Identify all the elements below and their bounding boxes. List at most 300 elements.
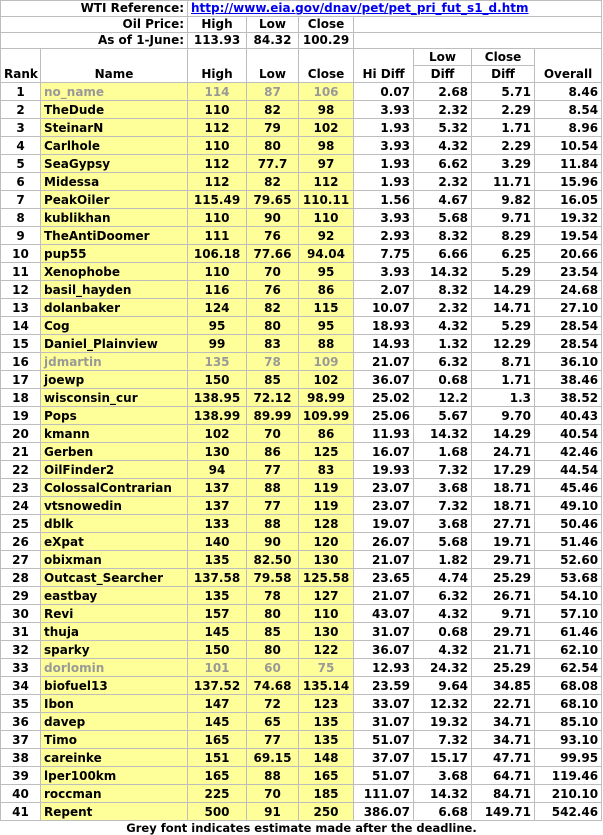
name-cell: no_name — [41, 83, 188, 101]
close-diff-cell: 2.29 — [472, 137, 535, 155]
low-diff-cell: 3.68 — [414, 767, 472, 785]
rank-cell: 1 — [1, 83, 41, 101]
table-row — [1, 137, 602, 155]
close-cell: 125 — [299, 443, 354, 461]
hi-diff-cell: 31.07 — [354, 713, 414, 731]
high-cell: 94 — [188, 461, 247, 479]
overall-cell: 57.10 — [535, 605, 602, 623]
rank-cell: 32 — [1, 641, 41, 659]
high-cell: 135 — [188, 587, 247, 605]
low-cell: 70 — [247, 425, 299, 443]
low-diff-cell: 5.32 — [414, 119, 472, 137]
close-diff-cell: 64.71 — [472, 767, 535, 785]
oil-price-row — [1, 17, 602, 33]
rank-cell: 28 — [1, 569, 41, 587]
high-cell: 106.18 — [188, 245, 247, 263]
high-cell: 151 — [188, 749, 247, 767]
name-cell: Revi — [41, 605, 188, 623]
close-cell: 98.99 — [299, 389, 354, 407]
close-diff-cell: 9.71 — [472, 209, 535, 227]
low-diff-cell: 6.66 — [414, 245, 472, 263]
low-cell: 86 — [247, 443, 299, 461]
overall-cell: 44.54 — [535, 461, 602, 479]
close-cell: 94.04 — [299, 245, 354, 263]
close-diff-cell: 14.71 — [472, 299, 535, 317]
low-diff-cell: 1.82 — [414, 551, 472, 569]
close-cell: 130 — [299, 551, 354, 569]
low-diff-cell: 4.32 — [414, 137, 472, 155]
close-cell: 115 — [299, 299, 354, 317]
close-diff-cell: 84.71 — [472, 785, 535, 803]
name-cell: Xenophobe — [41, 263, 188, 281]
close-cell: 122 — [299, 641, 354, 659]
close-diff-cell: 14.29 — [472, 281, 535, 299]
high-cell: 112 — [188, 155, 247, 173]
high-cell: 137.58 — [188, 569, 247, 587]
hi-diff-cell: 23.07 — [354, 497, 414, 515]
high-cell: 95 — [188, 317, 247, 335]
close-cell: 109 — [299, 353, 354, 371]
table-row — [1, 353, 602, 371]
hi-diff-cell: 12.93 — [354, 659, 414, 677]
name-cell: eastbay — [41, 587, 188, 605]
close-cell: 135.14 — [299, 677, 354, 695]
overall-cell: 62.10 — [535, 641, 602, 659]
close-diff-cell: 14.29 — [472, 425, 535, 443]
low-cell: 79.58 — [247, 569, 299, 587]
overall-cell: 8.96 — [535, 119, 602, 137]
table-row — [1, 209, 602, 227]
close-diff-cell: 18.71 — [472, 479, 535, 497]
table-row — [1, 335, 602, 353]
low-diff-cell: 24.32 — [414, 659, 472, 677]
low-cell: 79 — [247, 119, 299, 137]
overall-cell: 40.54 — [535, 425, 602, 443]
overall-cell: 8.54 — [535, 101, 602, 119]
rank-cell: 14 — [1, 317, 41, 335]
high-cell: 165 — [188, 731, 247, 749]
hi-diff-cell: 25.06 — [354, 407, 414, 425]
table-row — [1, 101, 602, 119]
close-diff-cell: 21.71 — [472, 641, 535, 659]
close-header: Close — [299, 49, 354, 83]
rank-cell: 41 — [1, 803, 41, 821]
close-cell: 75 — [299, 659, 354, 677]
low-cell: 77 — [247, 731, 299, 749]
rank-cell: 29 — [1, 587, 41, 605]
rank-cell: 17 — [1, 371, 41, 389]
overall-cell: 85.10 — [535, 713, 602, 731]
low-cell: 88 — [247, 479, 299, 497]
low-cell: 72 — [247, 695, 299, 713]
overall-cell: 19.32 — [535, 209, 602, 227]
close-diff-header-bottom: Diff — [472, 66, 535, 83]
close-diff-cell: 8.29 — [472, 227, 535, 245]
table-row — [1, 749, 602, 767]
hi-diff-cell: 21.07 — [354, 587, 414, 605]
hi-diff-cell: 21.07 — [354, 551, 414, 569]
rank-cell: 22 — [1, 461, 41, 479]
overall-cell: 42.46 — [535, 443, 602, 461]
hi-diff-cell: 1.93 — [354, 173, 414, 191]
hi-diff-cell: 19.93 — [354, 461, 414, 479]
close-diff-cell: 2.29 — [472, 101, 535, 119]
high-cell: 137 — [188, 497, 247, 515]
high-header: High — [188, 49, 247, 83]
overall-cell: 68.08 — [535, 677, 602, 695]
overall-cell: 49.10 — [535, 497, 602, 515]
low-cell: 77.66 — [247, 245, 299, 263]
oil-price-low-label: Low — [247, 17, 299, 33]
close-cell: 102 — [299, 119, 354, 137]
name-cell: Pops — [41, 407, 188, 425]
high-cell: 110 — [188, 101, 247, 119]
rank-cell: 36 — [1, 713, 41, 731]
name-cell: Repent — [41, 803, 188, 821]
overall-cell: 24.68 — [535, 281, 602, 299]
hi-diff-cell: 16.07 — [354, 443, 414, 461]
rank-cell: 34 — [1, 677, 41, 695]
hi-diff-cell: 14.93 — [354, 335, 414, 353]
high-cell: 225 — [188, 785, 247, 803]
overall-cell: 51.46 — [535, 533, 602, 551]
name-cell: kmann — [41, 425, 188, 443]
overall-cell: 93.10 — [535, 731, 602, 749]
as-of-label: As of 1-June: — [1, 33, 188, 49]
close-cell: 148 — [299, 749, 354, 767]
close-diff-cell: 5.71 — [472, 83, 535, 101]
rank-cell: 13 — [1, 299, 41, 317]
rank-cell: 3 — [1, 119, 41, 137]
name-cell: TheDude — [41, 101, 188, 119]
high-cell: 116 — [188, 281, 247, 299]
close-cell: 88 — [299, 335, 354, 353]
oil-price-high-label: High — [188, 17, 247, 33]
table-row — [1, 677, 602, 695]
overall-cell: 54.10 — [535, 587, 602, 605]
table-row — [1, 263, 602, 281]
close-diff-cell: 34.71 — [472, 713, 535, 731]
high-cell: 150 — [188, 641, 247, 659]
overall-cell: 62.54 — [535, 659, 602, 677]
overall-cell: 19.54 — [535, 227, 602, 245]
low-diff-cell: 6.68 — [414, 803, 472, 821]
low-diff-header-bottom: Diff — [414, 66, 472, 83]
rank-cell: 12 — [1, 281, 41, 299]
rank-cell: 37 — [1, 731, 41, 749]
close-cell: 102 — [299, 371, 354, 389]
overall-cell: 15.96 — [535, 173, 602, 191]
overall-cell: 16.05 — [535, 191, 602, 209]
overall-cell: 23.54 — [535, 263, 602, 281]
overall-cell: 53.68 — [535, 569, 602, 587]
hi-diff-cell: 23.59 — [354, 677, 414, 695]
name-cell: sparky — [41, 641, 188, 659]
hi-diff-cell: 3.93 — [354, 209, 414, 227]
name-cell: Midessa — [41, 173, 188, 191]
high-cell: 133 — [188, 515, 247, 533]
table-row — [1, 389, 602, 407]
close-cell: 119 — [299, 479, 354, 497]
name-cell: PeakOiler — [41, 191, 188, 209]
low-diff-cell: 7.32 — [414, 461, 472, 479]
overall-cell: 38.46 — [535, 371, 602, 389]
name-cell: vtsnowedin — [41, 497, 188, 515]
hi-diff-cell: 43.07 — [354, 605, 414, 623]
high-cell: 110 — [188, 263, 247, 281]
name-cell: TheAntiDoomer — [41, 227, 188, 245]
overall-cell: 45.46 — [535, 479, 602, 497]
name-cell: Carlhole — [41, 137, 188, 155]
low-cell: 76 — [247, 281, 299, 299]
hi-diff-cell: 7.75 — [354, 245, 414, 263]
overall-cell: 11.84 — [535, 155, 602, 173]
name-cell: ColossalContrarian — [41, 479, 188, 497]
wti-reference-link[interactable]: http://www.eia.gov/dnav/pet/pet_pri_fut_s1_d.htm — [188, 1, 602, 17]
low-diff-cell: 5.67 — [414, 407, 472, 425]
close-cell: 250 — [299, 803, 354, 821]
low-diff-cell: 3.68 — [414, 515, 472, 533]
close-diff-cell: 29.71 — [472, 551, 535, 569]
rank-cell: 20 — [1, 425, 41, 443]
high-cell: 110 — [188, 137, 247, 155]
low-diff-cell: 7.32 — [414, 497, 472, 515]
name-cell: biofuel13 — [41, 677, 188, 695]
low-diff-cell: 6.62 — [414, 155, 472, 173]
low-cell: 74.68 — [247, 677, 299, 695]
name-cell: SeaGypsy — [41, 155, 188, 173]
overall-cell: 50.46 — [535, 515, 602, 533]
name-cell: Outcast_Searcher — [41, 569, 188, 587]
table-row — [1, 281, 602, 299]
close-cell: 95 — [299, 317, 354, 335]
low-diff-cell: 5.68 — [414, 533, 472, 551]
rank-cell: 24 — [1, 497, 41, 515]
table-row — [1, 443, 602, 461]
hi-diff-cell: 33.07 — [354, 695, 414, 713]
high-cell: 124 — [188, 299, 247, 317]
rank-cell: 5 — [1, 155, 41, 173]
rank-cell: 21 — [1, 443, 41, 461]
low-diff-header-top: Low — [414, 49, 472, 66]
low-cell: 72.12 — [247, 389, 299, 407]
name-cell: lper100km — [41, 767, 188, 785]
close-cell: 83 — [299, 461, 354, 479]
close-diff-cell: 34.71 — [472, 731, 535, 749]
low-diff-cell: 3.68 — [414, 479, 472, 497]
hi-diff-cell: 21.07 — [354, 353, 414, 371]
table-row — [1, 785, 602, 803]
name-cell: OilFinder2 — [41, 461, 188, 479]
close-diff-cell: 1.71 — [472, 119, 535, 137]
hi-diff-cell: 10.07 — [354, 299, 414, 317]
high-cell: 115.49 — [188, 191, 247, 209]
name-cell: Ibon — [41, 695, 188, 713]
hi-diff-cell: 19.07 — [354, 515, 414, 533]
low-cell: 70 — [247, 263, 299, 281]
close-diff-cell: 24.71 — [472, 443, 535, 461]
name-cell: Cog — [41, 317, 188, 335]
high-cell: 165 — [188, 767, 247, 785]
name-header: Name — [41, 49, 188, 83]
rank-cell: 11 — [1, 263, 41, 281]
close-cell: 125.58 — [299, 569, 354, 587]
low-diff-cell: 14.32 — [414, 425, 472, 443]
rank-cell: 10 — [1, 245, 41, 263]
overall-cell: 61.46 — [535, 623, 602, 641]
hi-diff-cell: 23.07 — [354, 479, 414, 497]
close-cell: 165 — [299, 767, 354, 785]
rank-cell: 33 — [1, 659, 41, 677]
hi-diff-cell: 1.93 — [354, 155, 414, 173]
overall-cell: 542.46 — [535, 803, 602, 821]
low-cell: 78 — [247, 353, 299, 371]
name-cell: joewp — [41, 371, 188, 389]
high-cell: 99 — [188, 335, 247, 353]
close-diff-cell: 17.29 — [472, 461, 535, 479]
rank-cell: 25 — [1, 515, 41, 533]
close-diff-cell: 26.71 — [472, 587, 535, 605]
low-diff-cell: 9.64 — [414, 677, 472, 695]
table-row — [1, 587, 602, 605]
low-cell: 88 — [247, 767, 299, 785]
hi-diff-cell: 51.07 — [354, 731, 414, 749]
high-cell: 138.99 — [188, 407, 247, 425]
name-cell: jdmartin — [41, 353, 188, 371]
hi-diff-cell: 111.07 — [354, 785, 414, 803]
overall-cell: 10.54 — [535, 137, 602, 155]
low-diff-cell: 8.32 — [414, 227, 472, 245]
close-diff-cell: 9.71 — [472, 605, 535, 623]
rank-cell: 6 — [1, 173, 41, 191]
low-diff-cell: 12.32 — [414, 695, 472, 713]
as-of-high-value: 113.93 — [188, 33, 247, 49]
low-diff-cell: 0.68 — [414, 623, 472, 641]
low-diff-cell: 0.68 — [414, 371, 472, 389]
hi-diff-cell: 3.93 — [354, 263, 414, 281]
close-cell: 98 — [299, 137, 354, 155]
high-cell: 138.95 — [188, 389, 247, 407]
name-cell: dolanbaker — [41, 299, 188, 317]
low-cell: 69.15 — [247, 749, 299, 767]
name-cell: careinke — [41, 749, 188, 767]
overall-cell: 68.10 — [535, 695, 602, 713]
low-cell: 82 — [247, 101, 299, 119]
hi-diff-cell: 1.93 — [354, 119, 414, 137]
low-cell: 85 — [247, 623, 299, 641]
close-diff-cell: 22.71 — [472, 695, 535, 713]
low-cell: 82.50 — [247, 551, 299, 569]
low-diff-cell: 19.32 — [414, 713, 472, 731]
close-diff-cell: 34.85 — [472, 677, 535, 695]
low-cell: 76 — [247, 227, 299, 245]
close-cell: 130 — [299, 623, 354, 641]
low-cell: 80 — [247, 641, 299, 659]
low-cell: 90 — [247, 533, 299, 551]
low-diff-cell: 2.68 — [414, 83, 472, 101]
close-cell: 123 — [299, 695, 354, 713]
low-header: Low — [247, 49, 299, 83]
hi-diff-cell: 2.07 — [354, 281, 414, 299]
rank-header: Rank — [1, 49, 41, 83]
table-row — [1, 299, 602, 317]
low-cell: 77.7 — [247, 155, 299, 173]
close-cell: 119 — [299, 497, 354, 515]
high-cell: 110 — [188, 209, 247, 227]
table-row — [1, 515, 602, 533]
hi-diff-cell: 1.56 — [354, 191, 414, 209]
low-diff-cell: 12.2 — [414, 389, 472, 407]
close-diff-cell: 12.29 — [472, 335, 535, 353]
high-cell: 147 — [188, 695, 247, 713]
low-cell: 88 — [247, 515, 299, 533]
name-cell: SteinarN — [41, 119, 188, 137]
close-diff-cell: 25.29 — [472, 659, 535, 677]
high-cell: 135 — [188, 551, 247, 569]
high-cell: 150 — [188, 371, 247, 389]
low-diff-cell: 15.17 — [414, 749, 472, 767]
low-diff-cell: 14.32 — [414, 263, 472, 281]
rank-cell: 2 — [1, 101, 41, 119]
low-diff-cell: 2.32 — [414, 173, 472, 191]
table-row — [1, 227, 602, 245]
overall-cell: 28.54 — [535, 317, 602, 335]
table-row — [1, 173, 602, 191]
hi-diff-cell: 26.07 — [354, 533, 414, 551]
table-row — [1, 605, 602, 623]
wti-reference-row — [1, 1, 602, 17]
low-diff-cell: 8.32 — [414, 281, 472, 299]
table-row — [1, 551, 602, 569]
overall-cell: 36.10 — [535, 353, 602, 371]
close-diff-cell: 19.71 — [472, 533, 535, 551]
close-diff-header-top: Close — [472, 49, 535, 66]
table-row — [1, 659, 602, 677]
high-cell: 145 — [188, 623, 247, 641]
table-row — [1, 695, 602, 713]
close-diff-cell: 47.71 — [472, 749, 535, 767]
high-cell: 130 — [188, 443, 247, 461]
close-diff-cell: 1.3 — [472, 389, 535, 407]
close-diff-cell: 8.71 — [472, 353, 535, 371]
table-row — [1, 425, 602, 443]
low-cell: 85 — [247, 371, 299, 389]
close-diff-cell: 11.71 — [472, 173, 535, 191]
name-cell: basil_hayden — [41, 281, 188, 299]
low-diff-cell: 4.67 — [414, 191, 472, 209]
close-diff-cell: 9.70 — [472, 407, 535, 425]
close-diff-cell: 3.29 — [472, 155, 535, 173]
table-row — [1, 119, 602, 137]
close-cell: 135 — [299, 731, 354, 749]
close-cell: 109.99 — [299, 407, 354, 425]
hi-diff-cell: 36.07 — [354, 641, 414, 659]
overall-cell: 40.43 — [535, 407, 602, 425]
rank-cell: 9 — [1, 227, 41, 245]
low-diff-cell: 4.74 — [414, 569, 472, 587]
low-diff-cell: 2.32 — [414, 101, 472, 119]
low-cell: 91 — [247, 803, 299, 821]
close-diff-cell: 149.71 — [472, 803, 535, 821]
hi-diff-cell: 31.07 — [354, 623, 414, 641]
low-cell: 89.99 — [247, 407, 299, 425]
close-diff-cell: 5.29 — [472, 263, 535, 281]
high-cell: 112 — [188, 119, 247, 137]
close-diff-cell: 9.82 — [472, 191, 535, 209]
name-cell: obixman — [41, 551, 188, 569]
close-diff-cell: 18.71 — [472, 497, 535, 515]
table-row — [1, 317, 602, 335]
